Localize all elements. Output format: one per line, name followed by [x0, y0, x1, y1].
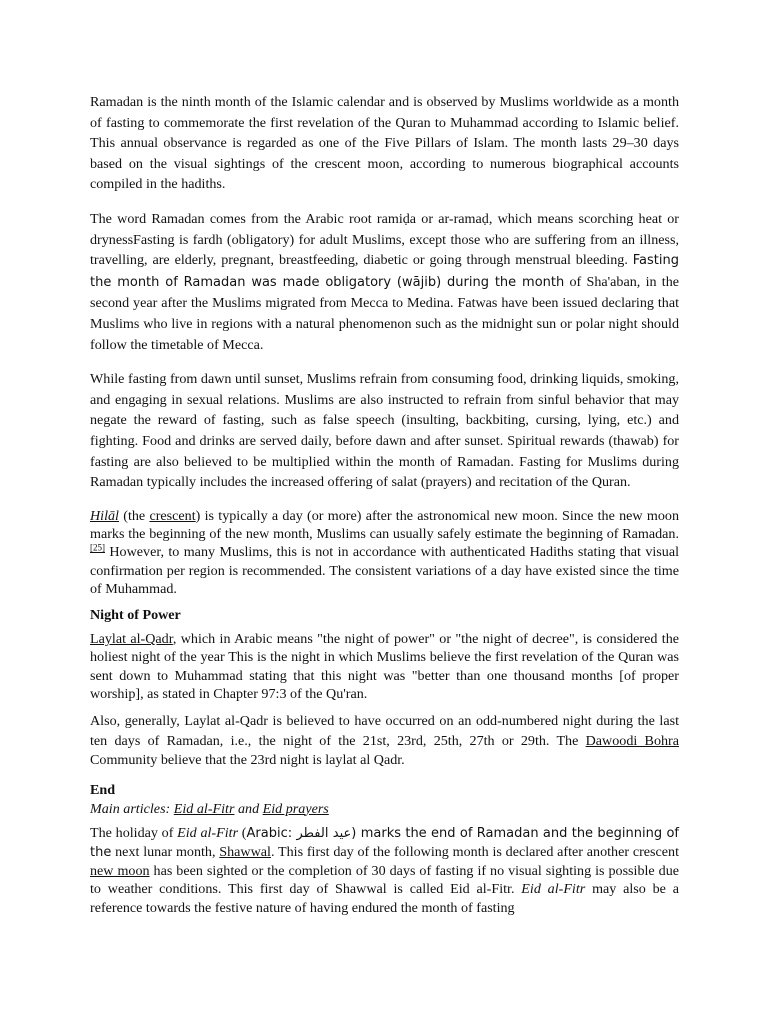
- main-articles-note: [90, 800, 679, 818]
- eid-term: Eid al-Fitr: [177, 824, 239, 841]
- link-crescent[interactable]: crescent: [149, 507, 196, 524]
- link-eid-prayers[interactable]: Eid prayers: [262, 800, 329, 817]
- link-shawwal[interactable]: Shawwal: [219, 843, 271, 860]
- arabic-label: Arabic: عيد الفطر: [246, 825, 352, 841]
- eid-declared-text: . This first day of the following month is declared after another crescent: [270, 843, 679, 860]
- eid-term-2: Eid al-Fitr: [521, 881, 586, 898]
- eid-next-month: next lunar month,: [111, 843, 220, 860]
- document-body: [90, 92, 679, 917]
- paragraph-fasting-rules: While fasting from dawn until sunset, Muslims refrain from consuming food, drinking liquids, smoking, and engaging in sexual relations. Muslims are also instructed to refrain from sinful behavior that may negate the reward of fasting, such as false speech (insulting, backbiting, cursing, lying, etc.) and fighting. Food and drinks are served daily, before dawn and after sunset. Spiritual rewards (thawab) for fasting are also believed to be multiplied within the month of Ramadan. Fasting for Muslims during Ramadan typically includes the increased offering of salat (prayers) and recitation of the Quran.: [90, 371, 679, 491]
- link-dawoodi-bohra[interactable]: Dawoodi Bohra: [585, 732, 679, 749]
- etymology-text-cont: of Sha'aban, in the second year after the Muslims migrated from Mecca to Medina. Fatwas have been issued declaring that Muslims who live in regions with a natural phenomenon such as the midnight sun or polar night should follow the timetable of Mecca.: [90, 273, 680, 353]
- laylat-text: , which in Arabic means "the night of power" or "the night of decree", is considered the holiest night of the year This is the night in which Muslims believe the first revelation of the Quran was sent down to Muhammad stating that this night was "better than one thousand months [of proper worship], as stated in Chapter 97:3 of the Qu'ran.: [90, 631, 679, 703]
- eid-festive-text: may also be a reference towards the festive nature of having endured the month of fasting: [90, 881, 679, 916]
- hilal-text: (the: [118, 507, 150, 524]
- link-eid-al-fitr[interactable]: Eid al-Fitr: [173, 800, 235, 817]
- paragraph-hilal: [90, 507, 679, 598]
- obligatory-sentence: Fasting the month of Ramadan was made obligatory (wājib) during the month: [90, 253, 679, 290]
- main-articles-and: and: [234, 800, 263, 817]
- link-laylat-al-qadr[interactable]: Laylat al-Qadr: [90, 631, 173, 648]
- eid-text: The holiday of: [90, 824, 178, 841]
- eid-sighted-text: has been sighted or the completion of 30 days of fasting if no visual sighting is possible due to weather conditions. This first day of Shawwal is called Eid al-Fitr.: [90, 863, 679, 898]
- heading-end: End: [90, 781, 116, 798]
- odd-nights-text: Also, generally, Laylat al-Qadr is believed to have occurred on an odd-numbered night during the last ten days of Ramadan, i.e., the night of the 21st, 23rd, 25th, 27th or 29th. The: [90, 713, 679, 749]
- paragraph-intro: Ramadan is the ninth month of the Islamic calendar and is observed by Muslims worldwide as a month of fasting to commemorate the first revelation of the Quran to Muhammad according to Islamic belief. This annual observance is regarded as one of the Five Pillars of Islam. The month lasts 29–30 days based on the visual sightings of the crescent moon, according to numerous biographical accounts compiled in the hadiths.: [90, 94, 679, 193]
- hilal-text-end: However, to many Muslims, this is not in accordance with authenticated Hadiths stating that visual confirmation per region is recommended. The consistent variations of a day have existed since the time of Muhammad.: [90, 544, 679, 597]
- reference-25[interactable]: [25]: [90, 542, 105, 553]
- odd-nights-text-end: Community believe that the 23rd night is laylat al Qadr.: [90, 752, 405, 769]
- link-new-moon[interactable]: new moon: [90, 863, 150, 880]
- paragraph-laylat: [90, 630, 679, 703]
- main-articles-label: Main articles:: [90, 800, 174, 817]
- paragraph-etymology: [90, 209, 679, 355]
- eid-marks-text: ) marks the end of Ramadan and the beginning of the: [90, 825, 679, 860]
- link-hilal[interactable]: Hilāl: [90, 507, 119, 524]
- paragraph-eid: [90, 824, 679, 917]
- etymology-text: The word Ramadan comes from the Arabic root ramiḍa or ar-ramaḍ, which means scorching heat or drynessFasting is fardh (obligatory) for adult Muslims, except those who are suffering from an illness, travelling, are elderly, pregnant, breastfeeding, diabetic or going through menstrual bleeding.: [90, 210, 679, 269]
- paragraph-odd-nights: [90, 712, 679, 770]
- heading-night-of-power: Night of Power: [90, 607, 181, 624]
- eid-paren: (: [238, 824, 247, 841]
- hilal-text-cont: ) is typically a day (or more) after the astronomical new moon. Since the new moon marks the beginning of the new month, Muslims can usually safely estimate the beginning of Ramadan.: [90, 507, 679, 542]
